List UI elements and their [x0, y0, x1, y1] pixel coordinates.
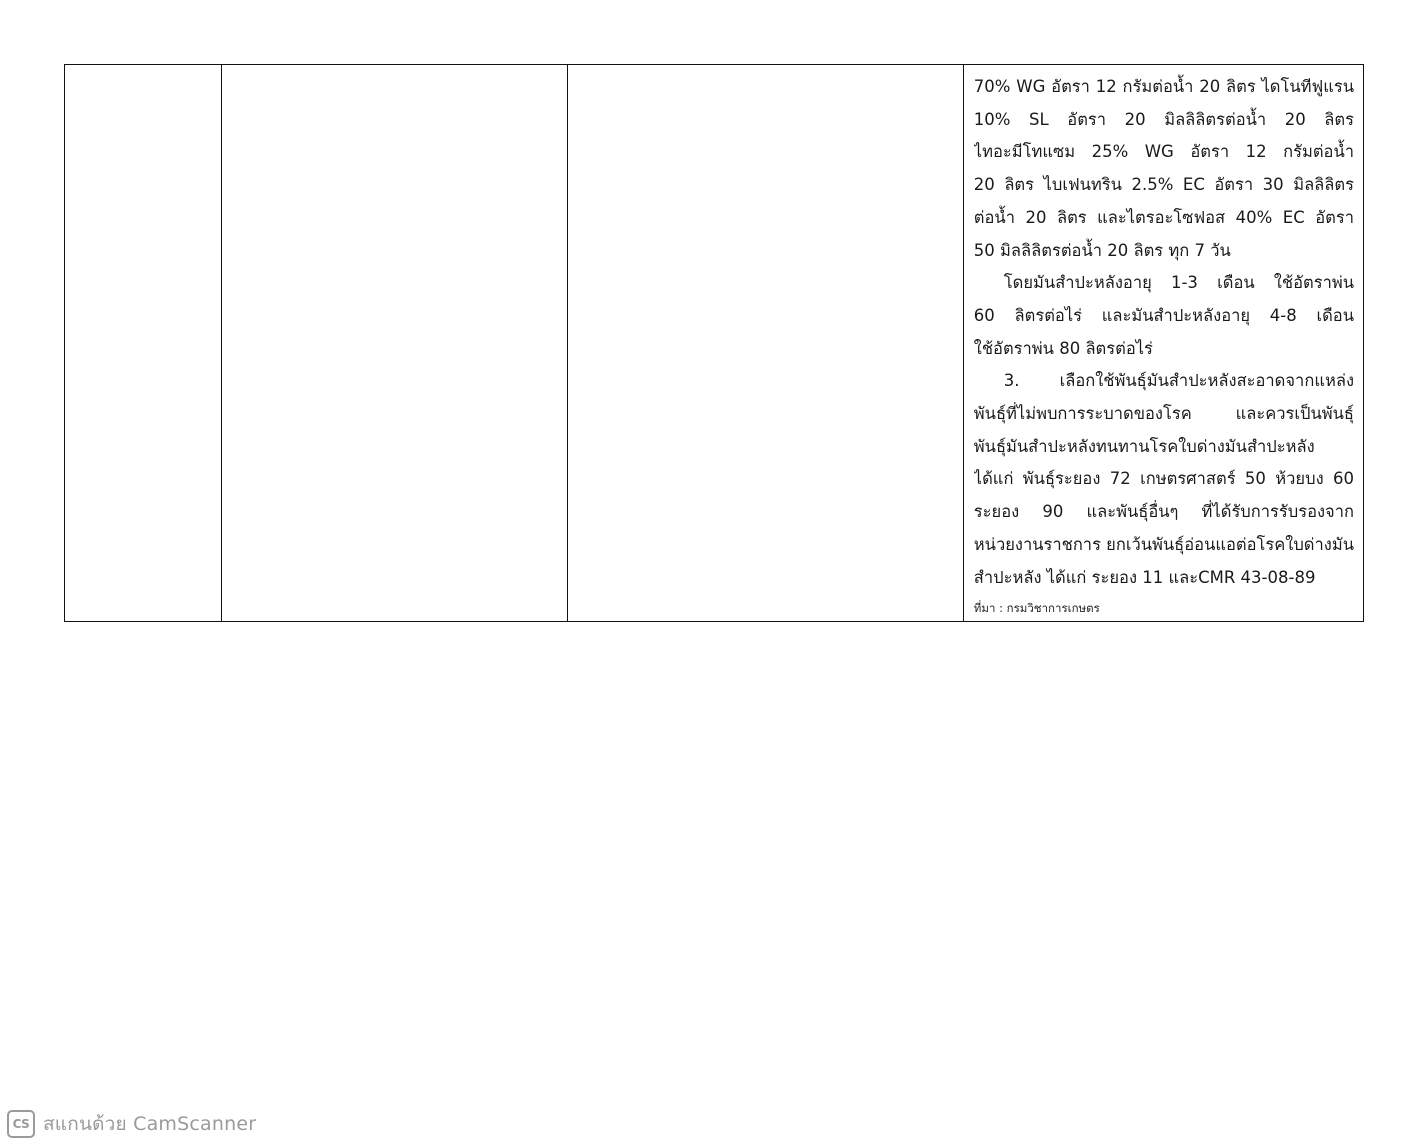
source-note: ที่มา : กรมวิชาการเกษตร	[973, 601, 1100, 616]
text-line: 3. เลือกใช้พันธุ์มันสำปะหลังสะอาดจากแหล่ง	[1003, 371, 1354, 391]
cell-text-block	[974, 71, 1354, 594]
table-cell-2	[222, 65, 567, 621]
camscanner-logo-icon: CS	[7, 1110, 35, 1138]
table-cell-4	[964, 65, 1363, 621]
text-line: พันธุ์ที่ไม่พบการระบาดของโรค และควรเป็นพันธุ์	[973, 404, 1354, 424]
table-cell-3	[568, 65, 964, 621]
text-line: โดยมันสำปะหลังอายุ 1-3 เดือน ใช้อัตราพ่น	[1003, 273, 1354, 293]
document-table	[64, 64, 1364, 622]
text-line: ใช้อัตราพ่น 80 ลิตรต่อไร่	[973, 338, 1153, 358]
text-line: หน่วยงานราชการ ยกเว้นพันธุ์อ่อนแอต่อโรคใบด่างมัน	[973, 534, 1354, 554]
text-line: สำปะหลัง ได้แก่ ระยอง 11 และCMR 43-08-89	[973, 567, 1316, 587]
text-line: 20 ลิตร ไบเฟนทริน 2.5% EC อัตรา 30 มิลลิลิตร	[973, 175, 1354, 195]
table-cell-1	[65, 65, 222, 621]
watermark-text: สแกนด้วย CamScanner	[43, 1113, 257, 1135]
text-line: 50 มิลลิลิตรต่อน้ำ 20 ลิตร ทุก 7 วัน	[973, 240, 1231, 260]
text-line: ไทอะมีโทแซม 25% WG อัตรา 12 กรัมต่อน้ำ	[973, 142, 1354, 162]
text-line: 10% SL อัตรา 20 มิลลิลิตรต่อน้ำ 20 ลิตร	[973, 109, 1354, 129]
text-line: 70% WG อัตรา 12 กรัมต่อน้ำ 20 ลิตร ไดโนทีฟูแรน	[973, 77, 1354, 96]
text-line: พันธุ์มันสำปะหลังทนทานโรคใบด่างมันสำปะหลัง	[973, 436, 1315, 456]
text-line: ได้แก่ พันธุ์ระยอง 72 เกษตรศาสตร์ 50 ห้วยบง 60	[973, 469, 1354, 489]
camscanner-watermark	[7, 1108, 256, 1140]
text-line: 60 ลิตรต่อไร่ และมันสำปะหลังอายุ 4-8 เดือน	[973, 305, 1354, 325]
text-line: ระยอง 90 และพันธุ์อื่นๆ ที่ได้รับการรับรองจาก	[973, 502, 1354, 522]
text-line: ต่อน้ำ 20 ลิตร และไตรอะโซฟอส 40% EC อัตรา	[973, 207, 1354, 227]
